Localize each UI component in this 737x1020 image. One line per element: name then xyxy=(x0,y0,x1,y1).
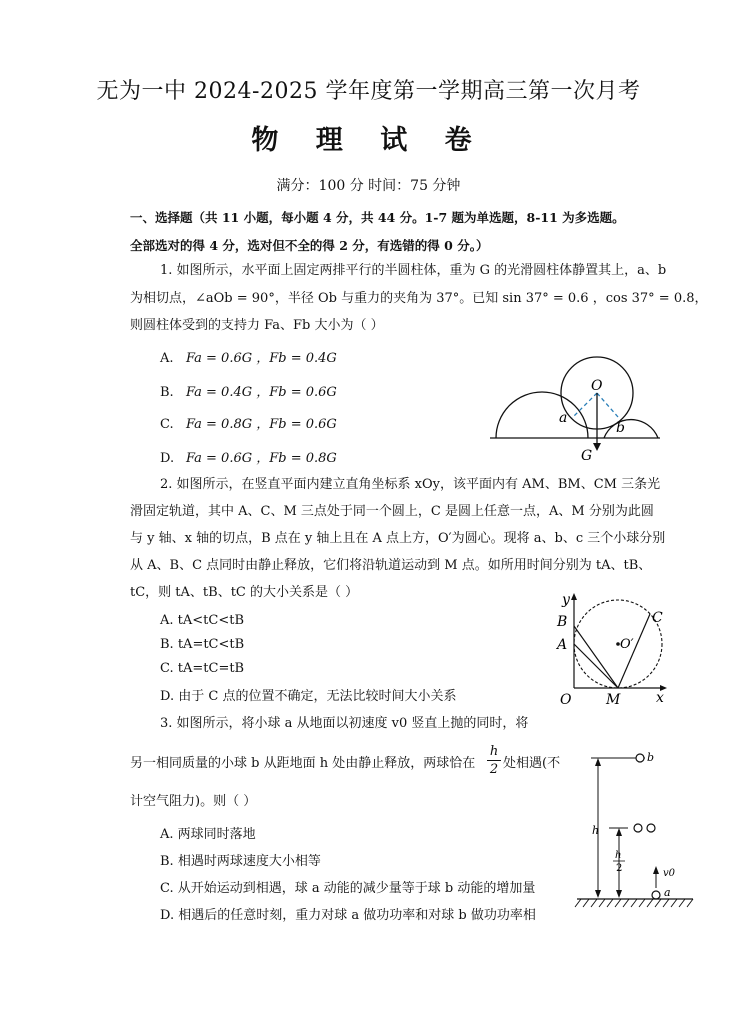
q2-track-am xyxy=(574,644,618,688)
q2-label-b: B xyxy=(557,614,568,630)
q3-option-a-label: A. xyxy=(160,827,174,842)
q1-label-g: G xyxy=(581,448,593,464)
q1-option-d[interactable] xyxy=(160,447,337,466)
q3-option-c-text: 从开始运动到相遇，球 a 动能的减少量等于球 b 动能的增加量 xyxy=(177,881,536,896)
q2-label-x: x xyxy=(656,690,664,706)
q2-figure xyxy=(552,590,672,710)
q2-label-m: M xyxy=(606,692,621,708)
q3-fraction xyxy=(487,744,501,777)
q3-half-h-arrow-top xyxy=(616,828,622,836)
q3-ground-hatching xyxy=(575,899,693,907)
q1-gravity-arrowhead xyxy=(593,443,601,451)
q3-option-b-text: 相遇时两球速度大小相等 xyxy=(177,854,321,869)
q2-y-arrowhead xyxy=(571,593,577,600)
exam-title: 无为一中 2024-2025 学年度第一学期高三第一次月考 xyxy=(96,79,641,104)
q2-option-d-text: 由于 C 点的位置不确定，无法比较时间大小关系 xyxy=(178,689,457,704)
q3-figure xyxy=(573,748,698,918)
q1-line3: 则圆柱体受到的支持力 Fa、Fb 大小为（ ） xyxy=(130,318,384,333)
q2-label-o: O xyxy=(560,692,572,708)
q2-option-b-text: tA=tC<tB xyxy=(177,637,245,652)
q3-option-c-label: C. xyxy=(160,881,174,896)
section-heading-line1: 一、选择题（共 11 小题，每小题 4 分，共 44 分。1-7 题为单选题，8-11 为多选题。 xyxy=(130,210,625,225)
q1-line1: 1. 如图所示，水平面上固定两排平行的半圆柱体，重为 G 的光滑圆柱体静置其上，a、b xyxy=(160,263,667,278)
q2-line4: 从 A、B、C 点同时由静止释放，它们将沿轨道运动到 M 点。如所用时间分别为 tA、tB、 xyxy=(130,558,652,573)
q3-ball-a xyxy=(652,891,660,899)
q3-option-d[interactable] xyxy=(160,904,536,923)
q1-radius-oa xyxy=(572,393,597,418)
q3-h-arrow-top xyxy=(595,758,601,766)
q1-label-o: O xyxy=(591,378,603,394)
q2-label-c: C xyxy=(652,610,663,626)
q2-option-b[interactable] xyxy=(160,637,244,652)
q1-radius-ob xyxy=(597,393,618,417)
q3-option-a-text: 两球同时落地 xyxy=(177,827,256,842)
q3-label-h2-num: h xyxy=(615,850,622,861)
q2-line5: tC，则 tA、tB、tC 的大小关系是（ ） xyxy=(130,585,359,600)
q2-track-bm xyxy=(574,626,618,688)
q1-option-c-text: Fa = 0.8G ，Fb = 0.6G xyxy=(186,417,337,432)
q1-option-c-label: C. xyxy=(160,417,174,432)
exam-subject: 物 理 试 卷 xyxy=(251,125,486,156)
q3-ball-meet-1 xyxy=(634,824,642,832)
q1-option-d-text: Fa = 0.6G ，Fb = 0.8G xyxy=(186,451,337,466)
q1-label-b: b xyxy=(616,420,625,436)
q3-label-a: a xyxy=(664,886,671,899)
q1-option-c[interactable] xyxy=(160,413,337,432)
q3-label-h2-den: 2 xyxy=(616,863,623,874)
q1-label-a: a xyxy=(559,410,568,426)
q1-option-b-text: Fa = 0.4G ，Fb = 0.6G xyxy=(186,385,337,400)
q3-ball-b-start xyxy=(636,754,644,762)
q2-option-d-label: D. xyxy=(160,689,175,704)
q1-right-half-cylinder xyxy=(604,420,658,438)
q2-option-c-text: tA=tC=tB xyxy=(177,661,245,676)
q3-line2b: 处相遇(不 xyxy=(503,756,561,771)
q3-option-b[interactable] xyxy=(160,850,321,869)
q1-option-b[interactable] xyxy=(160,381,337,400)
q3-line2a: 另一相同质量的小球 b 从距地面 h 处由静止释放，两球恰在 xyxy=(130,756,476,771)
q2-line2: 滑固定轨道，其中 A、C、M 三点处于同一个圆上，C 是圆上任意一点，A、M 分别为此圆 xyxy=(130,504,654,519)
q2-label-o-prime: O′ xyxy=(620,637,634,652)
q3-option-a[interactable] xyxy=(160,823,256,842)
q3-label-h: h xyxy=(592,824,600,837)
q2-label-y: y xyxy=(562,592,570,608)
q2-line3: 与 y 轴、x 轴的切点，B 点在 y 轴上且在 A 点上方，O′为圆心。现将 a、b、c 三个小球分别 xyxy=(130,531,666,546)
exam-meta: 满分：100 分 时间：75 分钟 xyxy=(276,178,461,194)
q3-option-c[interactable] xyxy=(160,877,535,896)
q3-option-b-label: B. xyxy=(160,854,174,869)
q3-label-v0: v0 xyxy=(663,868,676,879)
q3-half-h-arrow-bottom xyxy=(616,890,622,898)
q3-v0-arrowhead xyxy=(653,866,659,874)
q1-option-a[interactable] xyxy=(160,347,337,366)
q1-option-a-label: A. xyxy=(160,351,174,366)
q3-ball-meet-2 xyxy=(647,824,655,832)
q2-option-c-label: C. xyxy=(160,661,174,676)
q3-fraction-denominator: 2 xyxy=(489,762,499,777)
q1-figure xyxy=(488,350,663,465)
q2-option-a-text: tA<tC<tB xyxy=(177,613,245,628)
q1-line2: 为相切点，∠aOb = 90°，半径 Ob 与重力的夹角为 37°。已知 sin 37° = 0.6 ，cos 37° = 0.8， xyxy=(130,291,708,306)
q3-label-b: b xyxy=(647,751,655,764)
q2-option-d[interactable] xyxy=(160,685,456,704)
q1-option-a-text: Fa = 0.6G ，Fb = 0.4G xyxy=(186,351,337,366)
q3-fraction-numerator: h xyxy=(489,744,499,759)
q2-option-a[interactable] xyxy=(160,613,244,628)
q2-label-a: A xyxy=(557,637,568,653)
q2-option-c[interactable] xyxy=(160,661,244,676)
q1-option-d-label: D. xyxy=(160,451,175,466)
q3-h-arrow-bottom xyxy=(595,890,601,898)
q3-fraction-bar xyxy=(487,760,501,761)
q3-option-d-label: D. xyxy=(160,908,175,923)
q3-line1: 3. 如图所示，将小球 a 从地面以初速度 v0 竖直上抛的同时，将 xyxy=(160,716,529,731)
q3-line3: 计空气阻力)。则（ ） xyxy=(130,794,257,809)
q2-option-b-label: B. xyxy=(160,637,174,652)
section-heading-line2: 全部选对的得 4 分，选对但不全的得 2 分，有选错的得 0 分。） xyxy=(130,238,489,253)
q2-line1: 2. 如图所示，在竖直平面内建立直角坐标系 xOy，该平面内有 AM、BM、CM 三条光 xyxy=(160,477,661,492)
q3-option-d-text: 相遇后的任意时刻，重力对球 a 做功功率和对球 b 做功功率相 xyxy=(178,908,536,923)
q2-option-a-label: A. xyxy=(160,613,174,628)
q1-option-b-label: B. xyxy=(160,385,174,400)
